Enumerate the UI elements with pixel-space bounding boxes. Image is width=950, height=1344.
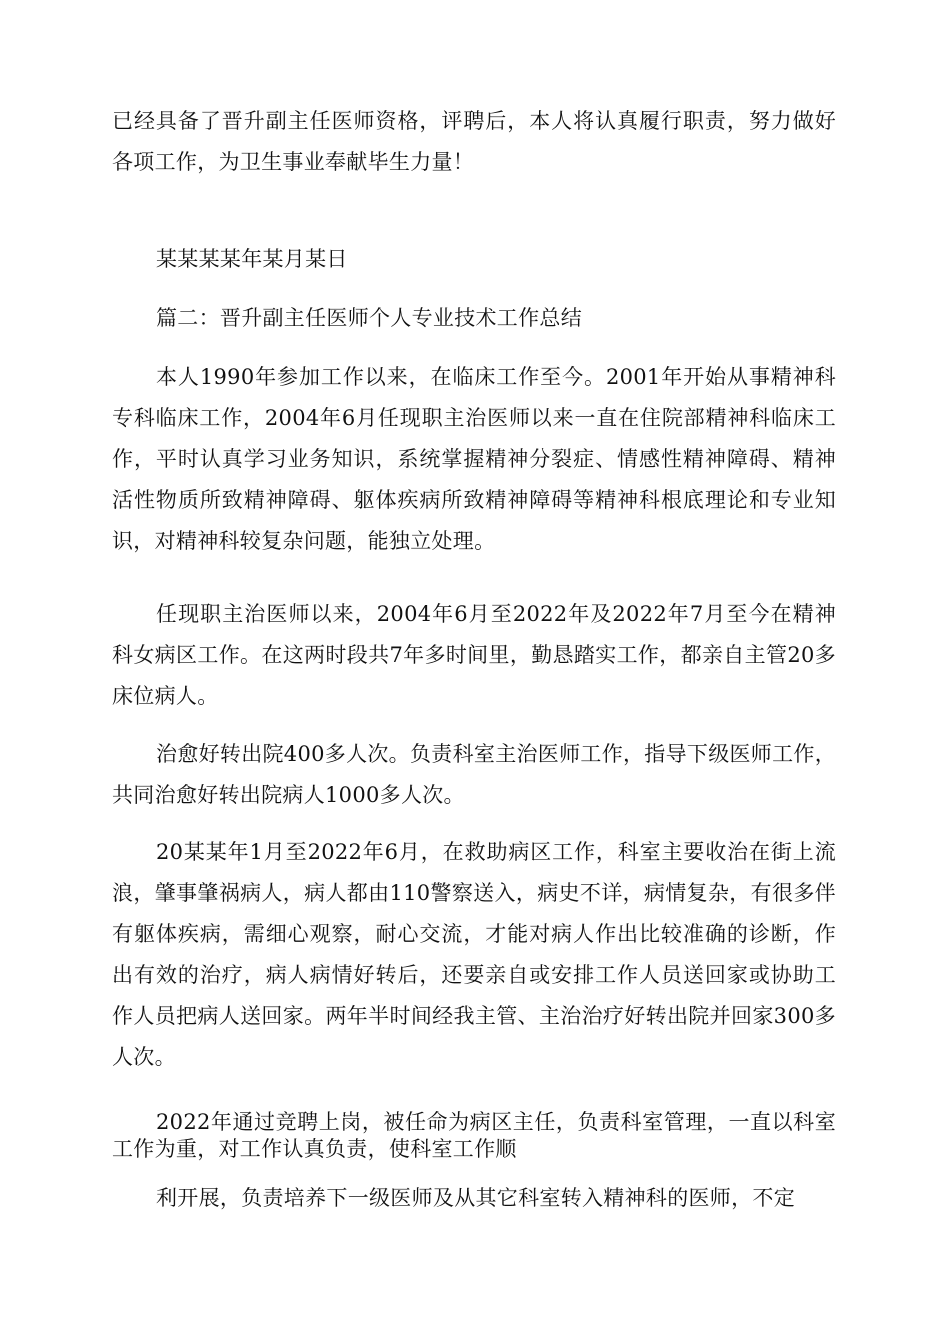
- paragraph-discharge-stats: 治愈好转出院400多人次。负责科室主治医师工作，指导下级医师工作，共同治愈好转出院病人1000多人次。: [112, 742, 836, 807]
- paragraph-closing-statement: 已经具备了晋升副主任医师资格，评聘后，本人将认真履行职责，努力做好各项工作，为卫生事业奉献毕生力量！: [112, 109, 836, 174]
- paragraph-ward-director: 2022年通过竞聘上岗，被任命为病区主任，负责科室管理，一直以科室工作为重，对工作认真负责，使科室工作顺: [112, 1110, 836, 1161]
- paragraph-work-history: 本人1990年参加工作以来，在临床工作至今。2001年开始从事精神科专科临床工作，2004年6月任现职主治医师以来一直在住院部精神科临床工作，平时认真学习业务知识，系统掌握精神分裂症、情感性精神障碍、精神活性物质所致精神障碍、躯体疾病所致精神障碍等精神科根底理论和专业知识，对精神科较复杂问题，能独立处理。: [112, 365, 836, 553]
- section-title: 篇二：晋升副主任医师个人专业技术工作总结: [156, 306, 582, 330]
- paragraph-female-ward: 任现职主治医师以来，2004年6月至2022年及2022年7月至今在精神科女病区工作。在这两时段共7年多时间里，勤恳踏实工作，都亲自主管20多床位病人。: [112, 602, 836, 708]
- paragraph-training: 利开展，负责培养下一级医师及从其它科室转入精神科的医师，不定: [156, 1186, 795, 1210]
- signature-date: 某某某某年某月某日: [156, 247, 348, 271]
- paragraph-rescue-ward: 20某某年1月至2022年6月，在救助病区工作，科室主要收治在街上流浪，肇事肇祸病人，病人都由110警察送入，病史不详，病情复杂，有很多伴有躯体疾病，需细心观察，耐心交流，才能对病人作出比较准确的诊断，作出有效的治疗，病人病情好转后，还要亲自或安排工作人员送回家或协助工作人员把病人送回家。两年半时间经我主管、主治治疗好转出院并回家300多人次。: [112, 840, 836, 1069]
